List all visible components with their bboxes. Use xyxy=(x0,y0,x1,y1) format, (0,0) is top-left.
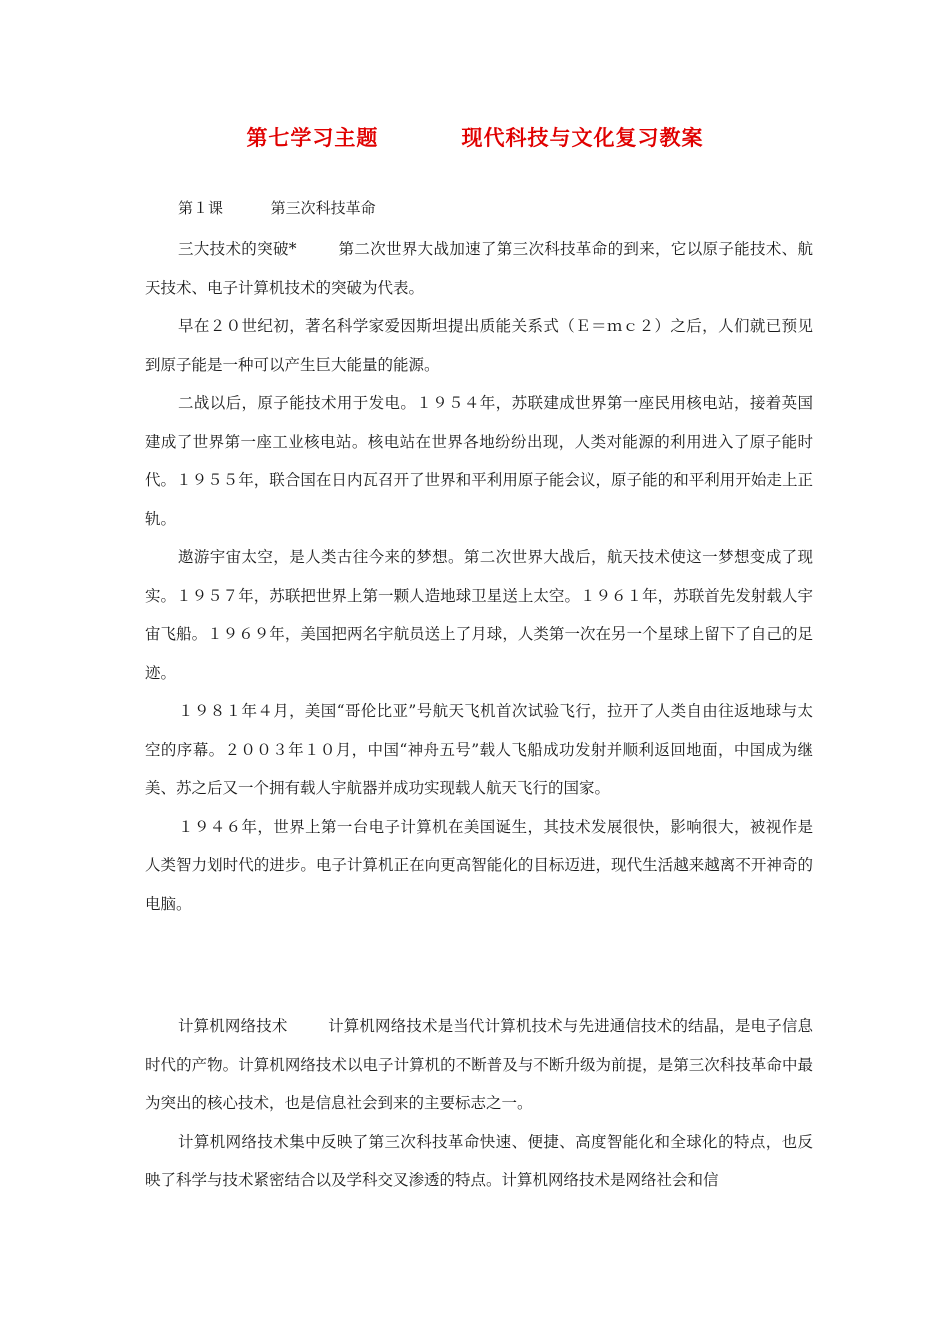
paragraph xyxy=(145,230,813,307)
section-heading: 三大技术的突破* xyxy=(178,240,297,258)
section-heading: 计算机网络技术 xyxy=(178,1017,288,1035)
paragraph: 计算机网络技术集中反映了第三次科技革命快速、便捷、高度智能化和全球化的特点，也反映了科学与技术紧密结合以及学科交叉渗透的特点。计算机网络技术是网络社会和信 xyxy=(145,1132,813,1189)
paragraph-text: 计算机网络技术是当代计算机技术与先进通信技术的结晶，是电子信息时代的产物。计算机网络技术以电子计算机的不断普及与不断升级为前提，是第三次科技革命中最为突出的核心技术，也是信息社会到来的主要标志之一。 xyxy=(145,1017,813,1112)
paragraph-text: 第二次世界大战加速了第三次科技革命的到来，它以原子能技术、航天技术、电子计算机技术的突破为代表。 xyxy=(145,240,813,297)
section-network-technology xyxy=(145,1007,813,1200)
paragraph: 二战以后，原子能技术用于发电。１９５４年，苏联建成世界第一座民用核电站，接着英国建成了世界第一座工业核电站。核电站在世界各地纷纷出现，人类对能源的利用进入了原子能时代。１９５５年，联合国在日内瓦召开了世界和平利用原子能会议，原子能的和平利用开始走上正轨。 xyxy=(145,394,813,528)
paragraph xyxy=(145,1007,813,1123)
document-title: 第七学习主题 现代科技与文化复习教案 xyxy=(246,126,704,150)
lesson-heading: 第１课 第三次科技革命 xyxy=(178,199,376,217)
paragraph: 早在２０世纪初，著名科学家爱因斯坦提出质能关系式（Ｅ＝ｍｃ２）之后，人们就已预见到原子能是一种可以产生巨大能量的能源。 xyxy=(145,317,813,374)
paragraph: １９８１年４月，美国“哥伦比亚”号航天飞机首次试验飞行，拉开了人类自由往返地球与太空的序幕。２００３年１０月，中国“神舟五号”载人飞船成功发射并顺利返回地面，中国成为继美、苏之后又一个拥有载人宇航器并成功实现载人航天飞行的国家。 xyxy=(145,702,813,797)
paragraph: 遨游宇宙太空，是人类古往今来的梦想。第二次世界大战后，航天技术使这一梦想变成了现实。１９５７年，苏联把世界上第一颗人造地球卫星送上太空。１９６１年，苏联首先发射载人宇宙飞船。１９６９年，美国把两名宇航员送上了月球，人类第一次在另一个星球上留下了自己的足迹。 xyxy=(145,548,813,682)
paragraph: １９４６年，世界上第一台电子计算机在美国诞生，其技术发展很快，影响很大，被视作是人类智力划时代的进步。电子计算机正在向更高智能化的目标迈进，现代生活越来越离不开神奇的电脑。 xyxy=(145,817,813,913)
section-three-breakthroughs xyxy=(145,230,813,923)
